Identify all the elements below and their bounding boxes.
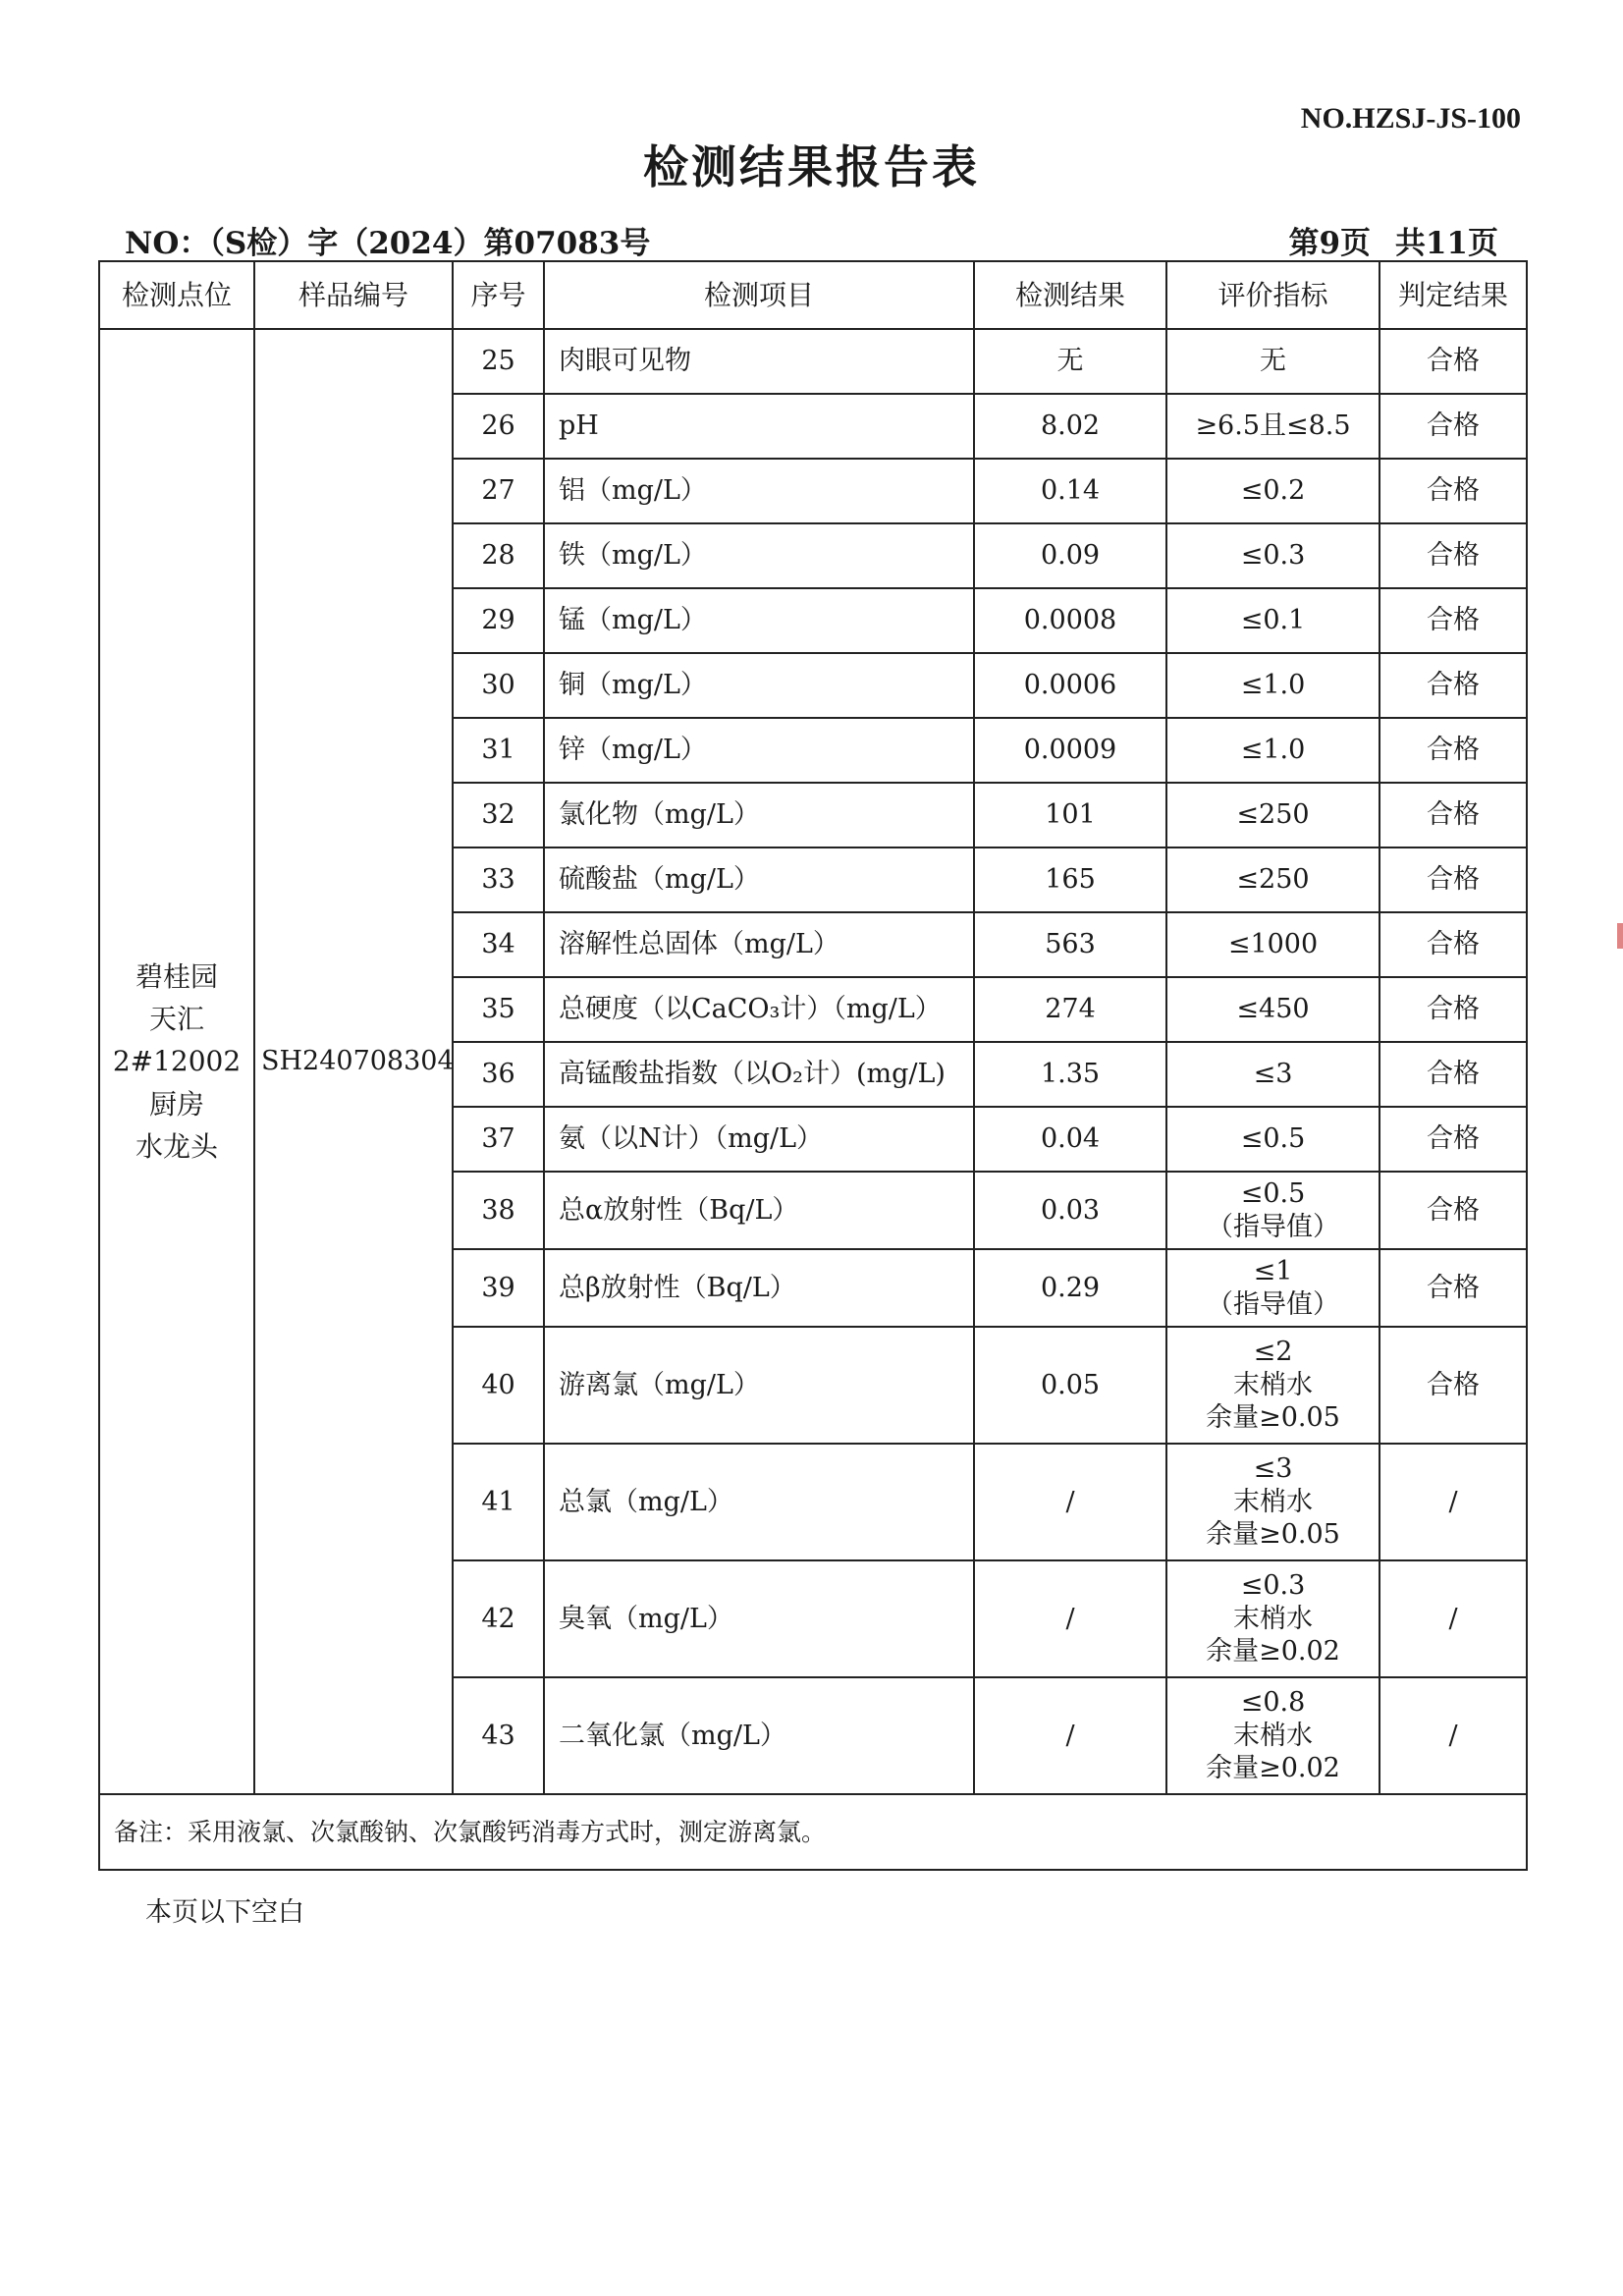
result-cell: /	[974, 1677, 1166, 1794]
limit-line: 余量≥0.05	[1206, 1519, 1340, 1551]
note-text: 备注：采用液氯、次氯酸钠、次氯酸钙消毒方式时，测定游离氯。	[99, 1794, 1527, 1870]
limit-cell	[1166, 1444, 1380, 1560]
result-cell: 0.0008	[974, 588, 1166, 653]
page-title: 检测结果报告表	[643, 140, 980, 193]
limit-line: ≤0.2	[1240, 475, 1306, 507]
limit-cell	[1166, 329, 1380, 394]
table-header-row	[99, 261, 1527, 329]
judgement-cell: 合格	[1380, 847, 1527, 912]
blank-page-note: 本页以下空白	[145, 1897, 304, 1928]
result-cell: 0.03	[974, 1172, 1166, 1249]
header-result: 检测结果	[974, 261, 1166, 329]
limit-line: 末梢水	[1233, 1720, 1313, 1751]
limit-cell	[1166, 1172, 1380, 1249]
limit-line: ≤2	[1253, 1336, 1293, 1367]
judgement-cell: 合格	[1380, 1172, 1527, 1249]
header-item: 检测项目	[544, 261, 974, 329]
limit-line: 余量≥0.02	[1206, 1636, 1340, 1667]
item-cell: 游离氯（mg/L）	[544, 1327, 974, 1444]
result-cell: 0.05	[974, 1327, 1166, 1444]
limit-cell	[1166, 1042, 1380, 1107]
judgement-cell: 合格	[1380, 523, 1527, 588]
judgement-cell: 合格	[1380, 394, 1527, 459]
result-cell: 0.29	[974, 1249, 1166, 1327]
limit-line: 末梢水	[1233, 1486, 1313, 1517]
location-line: 水龙头	[135, 1130, 218, 1164]
limit-cell	[1166, 1107, 1380, 1172]
header-limit: 评价指标	[1166, 261, 1380, 329]
result-cell: 0.0009	[974, 718, 1166, 783]
limit-cell	[1166, 847, 1380, 912]
header-seq: 序号	[453, 261, 544, 329]
page-total: 共11页	[1394, 226, 1498, 261]
result-cell: 0.09	[974, 523, 1166, 588]
item-cell: 总β放射性（Bq/L）	[544, 1249, 974, 1327]
location-line: 天汇	[148, 1002, 204, 1035]
limit-cell	[1166, 394, 1380, 459]
judgement-cell: /	[1380, 1677, 1527, 1794]
judgement-cell: 合格	[1380, 459, 1527, 523]
page-number: 第9页	[1288, 226, 1372, 261]
seq-cell: 39	[453, 1249, 544, 1327]
limit-line: 末梢水	[1233, 1369, 1313, 1400]
judgement-cell: 合格	[1380, 1107, 1527, 1172]
limit-cell	[1166, 588, 1380, 653]
seq-cell: 29	[453, 588, 544, 653]
document-code: NO.HZSJ-JS-100	[1300, 102, 1521, 135]
item-cell: 锌（mg/L）	[544, 718, 974, 783]
result-cell: 101	[974, 783, 1166, 847]
result-cell: 165	[974, 847, 1166, 912]
judgement-cell: 合格	[1380, 1327, 1527, 1444]
item-cell: 氯化物（mg/L）	[544, 783, 974, 847]
item-cell: 氨（以N计）（mg/L）	[544, 1107, 974, 1172]
note-row	[99, 1794, 1527, 1870]
judgement-cell: 合格	[1380, 912, 1527, 977]
result-cell: /	[974, 1444, 1166, 1560]
limit-line: ≤1000	[1227, 929, 1319, 960]
limit-line: 末梢水	[1233, 1603, 1313, 1634]
seq-cell: 27	[453, 459, 544, 523]
judgement-cell: /	[1380, 1444, 1527, 1560]
seq-cell: 30	[453, 653, 544, 718]
location-line: 2#12002	[112, 1045, 242, 1078]
item-cell: 溶解性总固体（mg/L）	[544, 912, 974, 977]
item-cell: 总α放射性（Bq/L）	[544, 1172, 974, 1249]
seq-cell: 33	[453, 847, 544, 912]
limit-cell	[1166, 523, 1380, 588]
seq-cell: 41	[453, 1444, 544, 1560]
judgement-cell: 合格	[1380, 783, 1527, 847]
judgement-cell: 合格	[1380, 1042, 1527, 1107]
result-cell: 563	[974, 912, 1166, 977]
limit-line: ≤250	[1236, 799, 1310, 831]
result-cell: 0.14	[974, 459, 1166, 523]
limit-line: ≤0.5	[1240, 1177, 1306, 1209]
item-cell: 二氧化氯（mg/L）	[544, 1677, 974, 1794]
judgement-cell: 合格	[1380, 977, 1527, 1042]
result-cell: 1.35	[974, 1042, 1166, 1107]
header-sample-id: 样品编号	[254, 261, 453, 329]
item-cell: 锰（mg/L）	[544, 588, 974, 653]
limit-cell	[1166, 1327, 1380, 1444]
seq-cell: 28	[453, 523, 544, 588]
seq-cell: 38	[453, 1172, 544, 1249]
limit-cell	[1166, 718, 1380, 783]
limit-line: （指导值）	[1207, 1211, 1339, 1242]
limit-cell	[1166, 1249, 1380, 1327]
seq-cell: 31	[453, 718, 544, 783]
limit-cell	[1166, 459, 1380, 523]
limit-cell	[1166, 912, 1380, 977]
item-cell: pH	[544, 394, 974, 459]
limit-line: ≤0.3	[1240, 540, 1306, 572]
judgement-cell: 合格	[1380, 588, 1527, 653]
limit-cell	[1166, 1677, 1380, 1794]
item-cell: 铜（mg/L）	[544, 653, 974, 718]
seq-cell: 32	[453, 783, 544, 847]
limit-line: （指导值）	[1207, 1288, 1339, 1320]
sample-id-cell: SH240708304	[254, 329, 453, 1794]
limit-line: ≤0.8	[1240, 1686, 1306, 1718]
header-judgement: 判定结果	[1380, 261, 1527, 329]
result-cell: /	[974, 1560, 1166, 1677]
seq-cell: 42	[453, 1560, 544, 1677]
seq-cell: 37	[453, 1107, 544, 1172]
seq-cell: 40	[453, 1327, 544, 1444]
location-cell	[99, 329, 254, 1794]
limit-line: ≤3	[1253, 1452, 1293, 1484]
item-cell: 铝（mg/L）	[544, 459, 974, 523]
margin-mark	[1617, 923, 1623, 949]
seq-cell: 25	[453, 329, 544, 394]
item-cell: 肉眼可见物	[544, 329, 974, 394]
limit-cell	[1166, 783, 1380, 847]
location-line: 厨房	[148, 1087, 204, 1121]
item-cell: 铁（mg/L）	[544, 523, 974, 588]
item-cell: 高锰酸盐指数（以O₂计）(mg/L)	[544, 1042, 974, 1107]
item-cell: 硫酸盐（mg/L）	[544, 847, 974, 912]
result-cell: 274	[974, 977, 1166, 1042]
location-line: 碧桂园	[135, 959, 218, 993]
results-table	[98, 260, 1528, 1871]
limit-line: ≤0.5	[1240, 1123, 1306, 1155]
judgement-cell: /	[1380, 1560, 1527, 1677]
report-number: NO：（S检）字（2024）第07083号	[125, 226, 651, 261]
limit-line: ≤0.3	[1240, 1569, 1306, 1601]
seq-cell: 26	[453, 394, 544, 459]
page-indicator	[1274, 218, 1498, 262]
limit-cell	[1166, 977, 1380, 1042]
seq-cell: 35	[453, 977, 544, 1042]
seq-cell: 43	[453, 1677, 544, 1794]
limit-line: 无	[1260, 346, 1286, 377]
judgement-cell: 合格	[1380, 718, 1527, 783]
limit-line: ≤250	[1236, 864, 1310, 896]
judgement-cell: 合格	[1380, 653, 1527, 718]
limit-line: ≤3	[1253, 1059, 1293, 1090]
limit-line: ≤0.1	[1240, 605, 1306, 636]
limit-line: ≤1.0	[1240, 670, 1306, 701]
table-row	[99, 329, 1527, 394]
judgement-cell: 合格	[1380, 1249, 1527, 1327]
judgement-cell: 合格	[1380, 329, 1527, 394]
limit-line: ≤1.0	[1240, 735, 1306, 766]
limit-line: ≤1	[1253, 1255, 1293, 1286]
item-cell: 臭氧（mg/L）	[544, 1560, 974, 1677]
seq-cell: 36	[453, 1042, 544, 1107]
item-cell: 总氯（mg/L）	[544, 1444, 974, 1560]
result-cell: 无	[974, 329, 1166, 394]
limit-line: ≤450	[1236, 994, 1310, 1025]
result-cell: 8.02	[974, 394, 1166, 459]
result-cell: 0.04	[974, 1107, 1166, 1172]
limit-cell	[1166, 1560, 1380, 1677]
limit-line: 余量≥0.02	[1206, 1753, 1340, 1784]
item-cell: 总硬度（以CaCO₃计）（mg/L）	[544, 977, 974, 1042]
limit-line: 余量≥0.05	[1206, 1402, 1340, 1434]
limit-line: ≥6.5且≤8.5	[1195, 410, 1351, 442]
result-cell: 0.0006	[974, 653, 1166, 718]
header-location: 检测点位	[99, 261, 254, 329]
seq-cell: 34	[453, 912, 544, 977]
limit-cell	[1166, 653, 1380, 718]
